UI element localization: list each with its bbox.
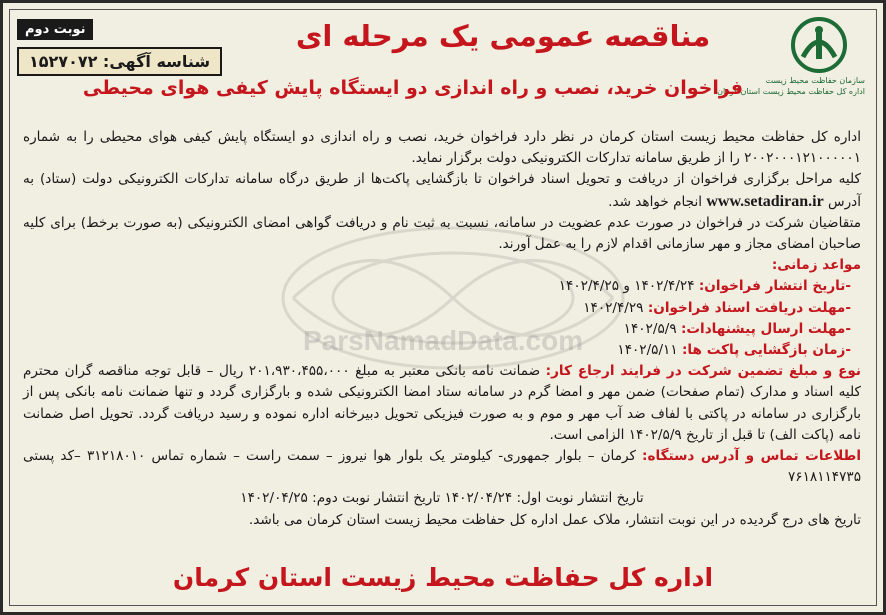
round-badge: نوبت دوم [17, 19, 93, 40]
schedule-value: ۱۴۰۲/۵/۹ [623, 320, 677, 337]
contact-label: اطلاعات تماس و آدرس دستگاه: [642, 448, 861, 465]
watermark: ParsNamadData.com [303, 325, 584, 356]
website-link[interactable]: www.setadiran.ir [706, 192, 824, 210]
logo-org-subname: اداره کل حفاظت محیط زیست استان کرمان [717, 87, 865, 96]
guarantee-label: نوع و مبلغ تضمین شرکت در فرایند ارجاع کار: [545, 363, 861, 380]
schedule-label: -مهلت ارسال پیشنهادات: [680, 320, 851, 337]
guarantee-text: ضمانت نامه بانکی معتبر به مبلغ ۲۰۱،۹۳۰،۴۵۵،۰۰۰ ریال – قابل توجه مناقصه گران محترم کلیه اسناد و مدارک (تمام صفحات) ضمن مهر و امضا گرم در سامانه ستاد امضا الکترونیکی شده و بارگزاری گردد و تنها ضمانت نامه بانکی پس از بارگزاری در سامانه در پاکتی با لفاف ضد آب مهر و موم و به صورت فیزیکی تحویل دبیرخانه اداره نموده و رسید دریافت گردد. تحویل اصل ضمانت نامه (پاکت الف) تا قبل از تاریخ ۱۴۰۲/۵/۹ الزامی است. [23, 363, 861, 443]
contact-text: کرمان – بلوار جمهوری- کیلومتر یک بلوار هوا نیروز – سمت راست – شماره تماس ۳۱۲۱۸۰۱۰ –کد پستی ۷۶۱۸۱۱۴۷۳۵ [23, 448, 861, 486]
schedule-list [23, 276, 861, 361]
environment-org-emblem-icon [789, 17, 849, 75]
schedule-opening [23, 340, 851, 361]
schedule-value: ۱۴۰۲/۵/۱۱ [617, 342, 678, 359]
process-text-end: انجام خواهد شد. [608, 193, 703, 210]
schedule-docs [23, 298, 851, 319]
registration-paragraph: متقاضیان شرکت در فراخوان در صورت عدم عضویت در سامانه، نسبت به ثبت نام و دریافت گواهی امضای الکترونیکی (به صورت برخط) برای کلیه صاحبان امضای مجاز و مهر سازمانی اقدام لازم را به عمل آورند. [23, 214, 861, 253]
logo-org-name: سازمان حفاظت محیط زیست [765, 76, 865, 85]
schedule-value: ۱۴۰۲/۴/۲۴ و ۱۴۰۲/۴/۲۵ [558, 278, 695, 295]
schedule-offers [23, 319, 851, 340]
contact-paragraph [23, 446, 861, 488]
ad-id: شناسه آگهی: ۱۵۲۷۰۷۲ [17, 47, 222, 76]
schedule-value: ۱۴۰۲/۴/۲۹ [583, 299, 644, 316]
schedule-label: -تاریخ انتشار فراخوان: [698, 278, 851, 295]
schedule-title: مواعد زمانی: [771, 257, 861, 274]
process-text: کلیه مراحل برگزاری فراخوان از دریافت و تحویل اسناد فراخوان تا بازگشایی پاکت‌ها از طریق درگاه سامانه تدارکات الکترونیکی دولت (ستاد) به آدرس [23, 171, 861, 210]
schedule-publish [23, 276, 851, 297]
publish-dates: تاریخ انتشار نوبت اول: ۱۴۰۲/۰۴/۲۴ تاریخ انتشار نوبت دوم: ۱۴۰۲/۰۴/۲۵ [240, 490, 644, 507]
note-paragraph: تاریخ های درج گردیده در این نوبت انتشار، ملاک عمل اداره کل حفاظت محیط زیست استان کرمان می باشد. [248, 511, 861, 528]
schedule-label: -زمان بازگشایی پاکت ها: [682, 342, 851, 359]
schedule-label: -مهلت دریافت اسناد فراخوان: [647, 299, 851, 316]
intro-paragraph: اداره کل حفاظت محیط زیست استان کرمان در نظر دارد فراخوان خرید، نصب و راه اندازی دو ایستگاه پایش کیفی هوای محیطی را به شماره ۲۰۰۲۰۰۰۱۲۱۰۰۰۰۰۱ را از طریق سامانه تدارکات الکترونیکی دولت برگزار نماید. [23, 129, 861, 167]
guarantee-paragraph [23, 361, 861, 446]
page-title: مناقصه عمومی یک مرحله ای [295, 19, 711, 53]
page-subtitle: فراخوان خرید، نصب و راه اندازی دو ایستگاه پایش کیفی هوای محیطی [82, 77, 744, 99]
process-paragraph [23, 169, 861, 212]
ad-body [23, 127, 861, 531]
logo [717, 17, 865, 107]
footer-org: اداره کل حفاظت محیط زیست استان کرمان [172, 563, 714, 592]
